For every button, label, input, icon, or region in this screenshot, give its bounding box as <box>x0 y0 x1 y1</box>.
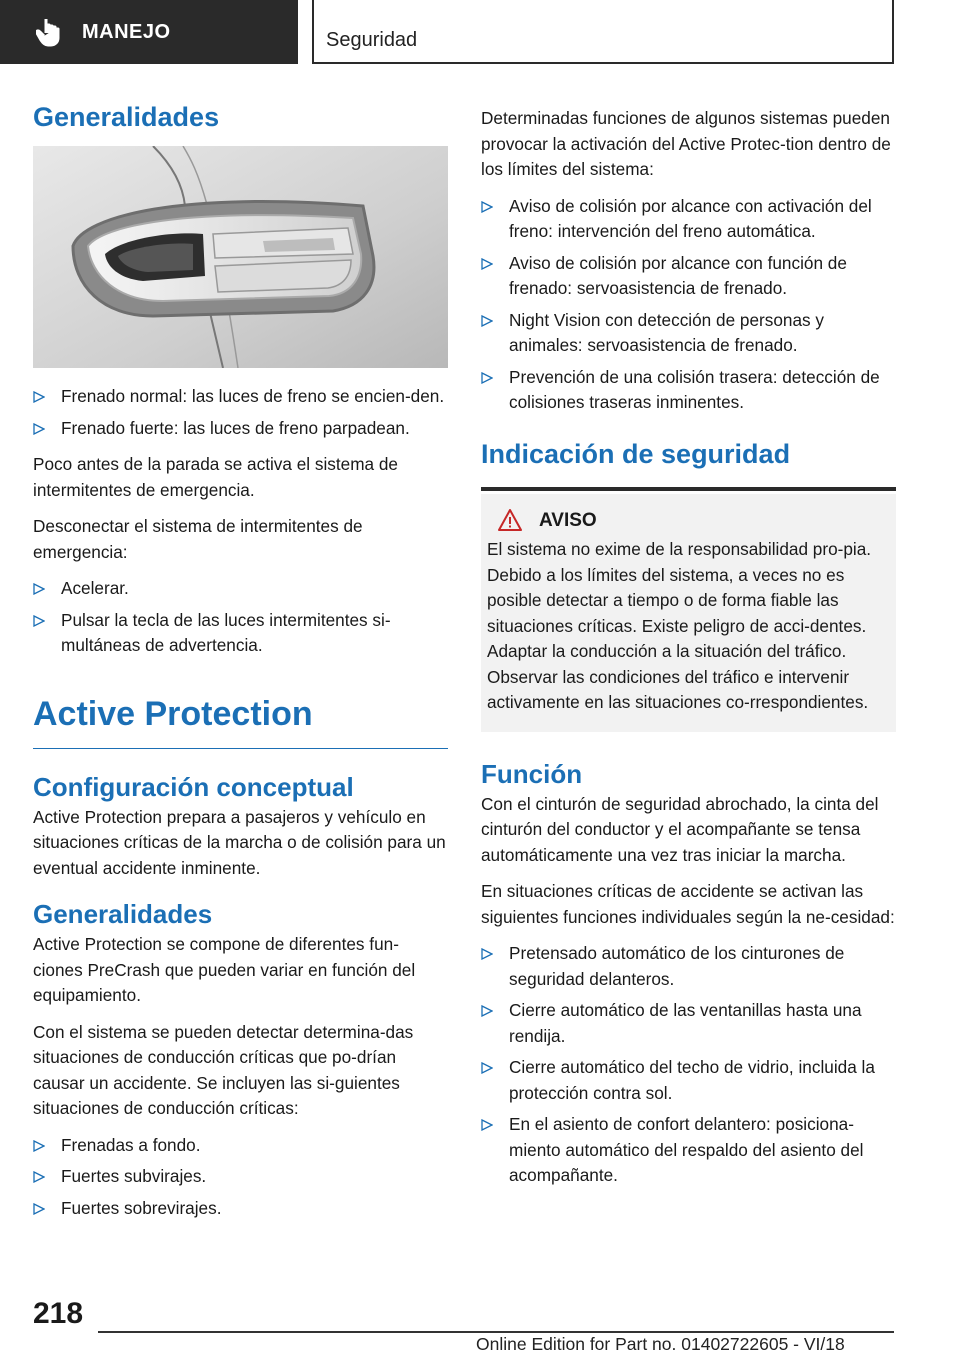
list-item-text: Prevención de una colisión trasera: detección de colisiones traseras inminentes. <box>509 366 880 412</box>
list-item-text: Pretensado automático de los cinturones de seguridad delanteros. <box>509 943 845 989</box>
list-item <box>33 1133 448 1159</box>
hand-pointer-icon <box>30 12 70 52</box>
triangle-right-icon <box>33 583 45 595</box>
hazard-list <box>33 576 448 659</box>
list-item <box>481 1112 896 1189</box>
list-item-text: Night Vision con detección de personas y animales: servoasistencia de frenado. <box>509 309 824 355</box>
triangle-right-icon <box>481 201 493 213</box>
chapter-title: Active Protection <box>33 692 448 749</box>
warning-triangle-icon <box>497 508 523 532</box>
list-item <box>481 308 896 359</box>
heading-funcion: Función <box>481 758 583 789</box>
paragraph: Con el sistema se pueden detectar determina‐das situaciones de conducción críticas que po‐drían causar un accidente. Se incluyen las si‐guientes situaciones de conducción críticas: <box>33 1021 414 1118</box>
paragraph: Determinadas funciones de algunos sistemas pueden provocar la activación del Active Protec‐tion dentro de los límites del sistema: <box>481 108 891 179</box>
system-functions-list <box>481 194 896 416</box>
triangle-right-icon <box>481 372 493 384</box>
list-item <box>33 384 448 410</box>
list-item-text: Cierre automático de las ventanillas hasta una rendija. <box>509 1000 862 1046</box>
list-item-text: Frenado normal: las luces de freno se encien‐den. <box>61 386 445 406</box>
page-number: 218 <box>33 1297 84 1330</box>
list-item <box>481 998 896 1049</box>
list-item <box>481 365 896 416</box>
paragraph: Desconectar el sistema de intermitentes de emergencia: <box>33 516 363 562</box>
heading-generalidades: Generalidades <box>33 102 220 132</box>
warning-text: El sistema no exime de la responsabilidad pro‐pia. Debido a los límites del sistema, a veces no es posible detectar a tiempo o de forma fiable las situaciones críticas. Existe peligro de acci‐dentes. Adaptar la conducción a la situación del tráfico. Observar las condiciones del tráfico e intervenir activamente en las situaciones co‐rrespondientes. <box>487 539 872 712</box>
triangle-right-icon <box>33 1203 45 1215</box>
heading-configuracion: Configuración conceptual <box>33 771 354 802</box>
paragraph: Con el cinturón de seguridad abrochado, la cinta del cinturón del conductor y el acompañante se tensa automáticamente una vez tras iniciar la marcha. <box>481 793 879 865</box>
list-item-text: Acelerar. <box>61 578 129 598</box>
triangle-right-icon <box>481 1005 493 1017</box>
paragraph: Active Protection se compone de diferentes fun‐ciones PreCrash que pueden variar en función del equipamiento. <box>33 934 416 1005</box>
warning-box <box>481 491 896 732</box>
brake-light-list <box>33 384 448 441</box>
list-item-text: Fuertes subvirajes. <box>61 1166 207 1186</box>
paragraph: Poco antes de la parada se activa el sistema de intermitentes de emergencia. <box>33 454 398 500</box>
subsection-title: Seguridad <box>326 29 418 51</box>
triangle-right-icon <box>33 1171 45 1183</box>
list-item-text: En el asiento de confort delantero: posiciona‐miento automático del respaldo del asiento del acompañante. <box>509 1114 864 1185</box>
individual-functions-list <box>481 941 896 1189</box>
triangle-right-icon <box>481 1119 493 1131</box>
tail-light-illustration <box>33 146 448 368</box>
list-item-text: Aviso de colisión por alcance con activación del freno: intervención del freno automática. <box>509 195 872 241</box>
critical-situations-list <box>33 1133 448 1222</box>
list-item-text: Pulsar la tecla de las luces intermitentes si‐multáneas de advertencia. <box>61 609 391 655</box>
list-item <box>33 608 448 659</box>
list-item <box>481 941 896 992</box>
list-item-text: Fuertes sobrevirajes. <box>61 1197 222 1218</box>
list-item <box>481 1055 896 1106</box>
triangle-right-icon <box>481 948 493 960</box>
heading-generalidades-2: Generalidades <box>33 899 213 929</box>
list-item-text: Frenadas a fondo. <box>61 1134 201 1155</box>
list-item <box>33 1196 448 1222</box>
triangle-right-icon <box>481 315 493 327</box>
right-column <box>481 106 896 1200</box>
footer-divider <box>98 1331 894 1333</box>
triangle-right-icon <box>33 423 45 435</box>
list-item <box>481 194 896 245</box>
triangle-right-icon <box>481 1062 493 1074</box>
triangle-right-icon <box>33 1140 45 1152</box>
list-item-text: Aviso de colisión por alcance con función de frenado: servoasistencia de frenado. <box>509 252 847 298</box>
subsection-tab <box>312 0 894 64</box>
triangle-right-icon <box>481 258 493 270</box>
triangle-right-icon <box>33 615 45 627</box>
heading-indicacion-seguridad: Indicación de seguridad <box>481 438 791 469</box>
list-item <box>33 1164 448 1190</box>
list-item <box>33 576 448 602</box>
warning-title: AVISO <box>539 509 597 531</box>
section-title: MANEJO <box>82 20 171 43</box>
paragraph: En situaciones críticas de accidente se activan las siguientes funciones individuales según la ne‐cesidad: <box>481 881 895 927</box>
list-item-text: Frenado fuerte: las luces de freno parpadean. <box>61 417 410 438</box>
triangle-right-icon <box>33 391 45 403</box>
left-column <box>33 100 448 1232</box>
section-tab <box>0 0 298 64</box>
paragraph: Active Protection prepara a pasajeros y vehículo en situaciones críticas de la marcha o de colisión para un eventual accidente inminente. <box>33 806 446 878</box>
list-item-text: Cierre automático del techo de vidrio, incluida la protección contra sol. <box>509 1057 875 1103</box>
list-item <box>33 416 448 442</box>
edition-note: Online Edition for Part no. 01402722605 - VI/18 <box>476 1334 845 1354</box>
list-item <box>481 251 896 302</box>
